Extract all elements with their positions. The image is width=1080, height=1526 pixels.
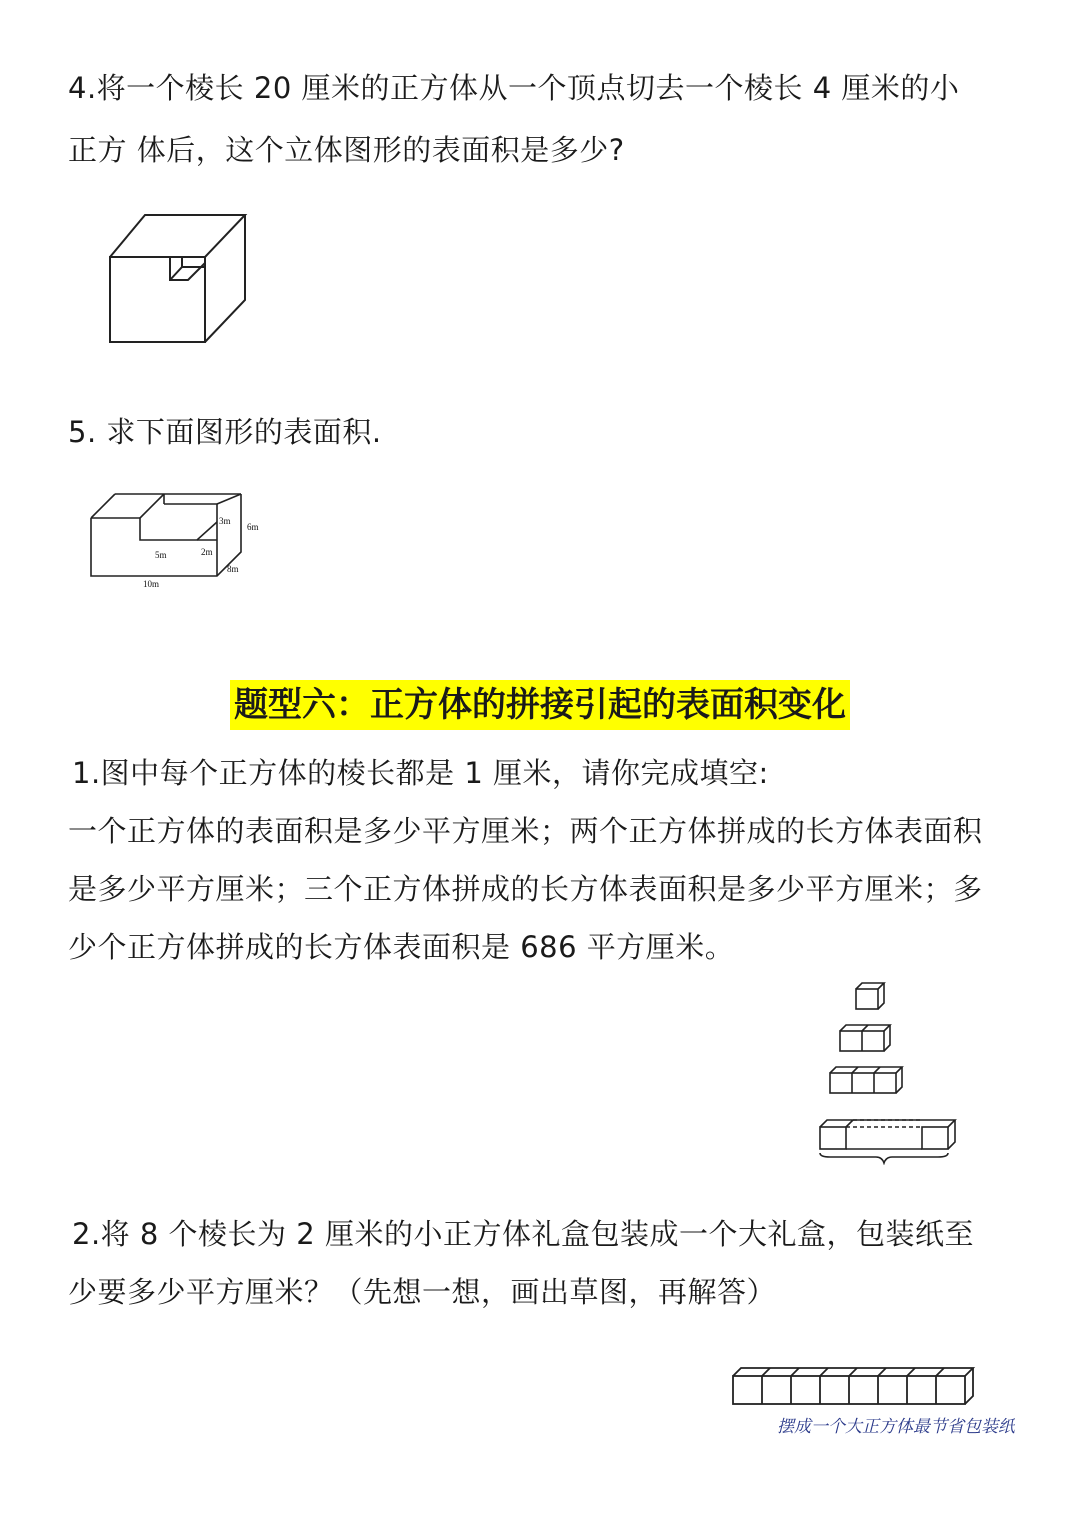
q4-text-line1: 4.将一个棱长 20 厘米的正方体从一个顶点切去一个棱长 4 厘米的小 — [68, 71, 960, 105]
q4-text-line2: 正方 体后，这个立体图形的表面积是多少? — [68, 133, 625, 167]
s6-q1-line3: 是多少平方厘米；三个正方体拼成的长方体表面积是多少平方厘米；多 — [68, 872, 983, 906]
stacked-cubes-figure — [810, 975, 970, 1165]
eight-cubes-row-figure — [725, 1358, 1015, 1448]
cut-cube-figure — [100, 205, 260, 350]
section-heading: 题型六：正方体的拼接引起的表面积变化 — [230, 680, 850, 730]
dim-label-3m: 3m — [219, 516, 231, 526]
s6-q1-line2: 一个正方体的表面积是多少平方厘米；两个正方体拼成的长方体表面积 — [68, 814, 983, 848]
q5-text: 5. 求下面图形的表面积. — [68, 415, 382, 449]
dim-label-5m: 5m — [155, 550, 167, 560]
s6-q1-line1: 1.图中每个正方体的棱长都是 1 厘米，请你完成填空: — [72, 756, 769, 790]
section-heading-wrap — [0, 680, 1080, 730]
stepped-solid-figure — [85, 488, 285, 593]
s6-q1-line4: 少个正方体拼成的长方体表面积是 686 平方厘米。 — [68, 930, 735, 964]
dim-label-2m: 2m — [201, 547, 213, 557]
dim-label-6m: 6m — [247, 522, 259, 532]
handwritten-note: 摆成一个大正方体最节省包装纸 — [777, 1417, 1015, 1437]
dim-label-8m: 8m — [227, 564, 239, 574]
dim-label-10m: 10m — [143, 579, 160, 589]
s6-q2-line2: 少要多少平方厘米？（先想一想，画出草图，再解答） — [68, 1275, 777, 1309]
s6-q2-line1: 2.将 8 个棱长为 2 厘米的小正方体礼盒包装成一个大礼盒，包装纸至 — [72, 1217, 974, 1251]
